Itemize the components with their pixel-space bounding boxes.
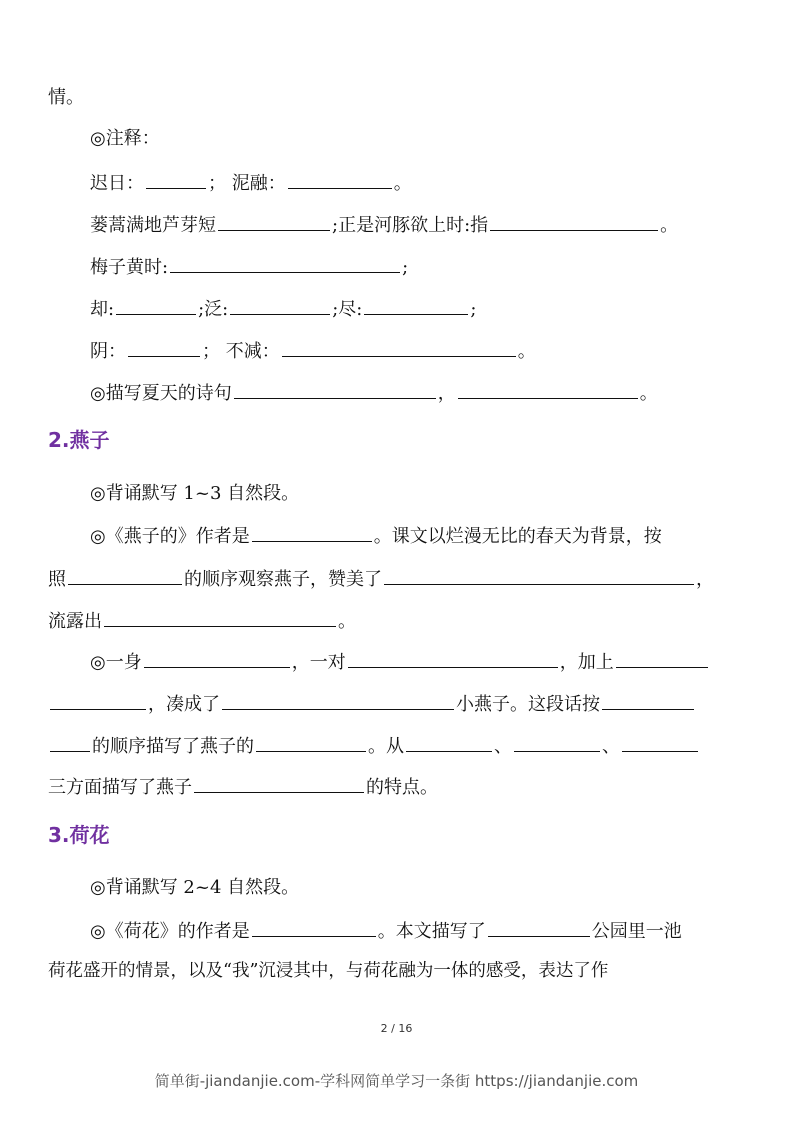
line-text: 公园里一池	[591, 921, 682, 942]
line-text: ； 不减：	[202, 341, 280, 362]
line-text: 。	[338, 611, 356, 632]
blank-field[interactable]	[104, 606, 336, 627]
fill-line	[90, 210, 745, 240]
blank-field[interactable]	[252, 916, 376, 937]
section-heading: 2.燕子	[48, 428, 110, 452]
fill-line	[90, 647, 745, 677]
line-text: ;	[402, 257, 409, 278]
blank-field[interactable]	[234, 378, 436, 399]
blank-field[interactable]	[384, 564, 694, 585]
line-text: 三方面描写了燕子	[48, 777, 192, 798]
blank-field[interactable]	[230, 294, 330, 315]
annotation-label	[90, 125, 745, 153]
line-text: 的顺序观察燕子，赞美了	[184, 569, 382, 590]
blank-field[interactable]	[616, 647, 708, 668]
line-text: 荷花盛开的情景，以及“我”沉浸其中，与荷花融为一体的感受，表达了作	[48, 961, 609, 981]
fill-line	[90, 378, 745, 408]
line-text: 阴：	[90, 341, 126, 362]
blank-field[interactable]	[252, 521, 372, 542]
fill-line	[90, 252, 745, 282]
line-text: ； 泥融：	[208, 173, 286, 194]
text-line	[48, 957, 745, 985]
line-text: 蒌蒿满地芦芽短	[90, 215, 216, 236]
fill-line	[90, 294, 745, 324]
text-line	[90, 874, 745, 902]
line-text: ◎《燕子的》作者是	[90, 526, 250, 547]
line-text: ◎注释：	[90, 128, 160, 149]
line-text: 情。	[48, 87, 84, 108]
fill-line	[90, 168, 745, 198]
fill-line	[48, 564, 745, 594]
line-text: 流露出	[48, 611, 102, 632]
line-text: 。	[517, 341, 536, 362]
blank-field[interactable]	[514, 731, 600, 752]
blank-field[interactable]	[622, 731, 698, 752]
line-text: 的顺序描写了燕子的	[92, 736, 254, 757]
blank-field[interactable]	[50, 731, 90, 752]
blank-field[interactable]	[194, 772, 364, 793]
blank-field[interactable]	[146, 168, 206, 189]
line-text: ，	[696, 569, 714, 590]
blank-field[interactable]	[170, 252, 400, 273]
line-text: 、	[602, 736, 620, 757]
blank-field[interactable]	[364, 294, 468, 315]
line-text: ;	[470, 299, 477, 320]
line-text: ，	[437, 383, 456, 404]
section-heading: 3.荷花	[48, 823, 110, 847]
blank-field[interactable]	[68, 564, 182, 585]
line-text: 照	[48, 569, 66, 590]
blank-field[interactable]	[490, 210, 658, 231]
line-text: ，一对	[291, 652, 346, 673]
blank-field[interactable]	[348, 647, 558, 668]
blank-field[interactable]	[144, 647, 290, 668]
line-text: ;正是河豚欲上时:指	[332, 215, 489, 236]
blank-field[interactable]	[50, 689, 146, 710]
fill-line	[48, 731, 745, 761]
fill-line	[48, 689, 745, 719]
text-line	[90, 480, 745, 508]
blank-field[interactable]	[282, 336, 516, 357]
blank-field[interactable]	[488, 916, 590, 937]
line-text: 的特点。	[366, 777, 438, 798]
blank-field[interactable]	[406, 731, 492, 752]
blank-field[interactable]	[458, 378, 638, 399]
fill-line	[48, 606, 745, 636]
line-text: 。	[660, 215, 679, 236]
blank-field[interactable]	[288, 168, 392, 189]
line-text: ;泛:	[198, 299, 229, 320]
blank-field[interactable]	[218, 210, 330, 231]
page-footer: 简单街-jiandanjie.com-学科网简单学习一条街 https://jiandanjie.com	[154, 1072, 639, 1090]
line-text: 却:	[90, 299, 115, 320]
line-text: 。本文描写了	[377, 921, 486, 942]
line-text: ◎背诵默写 1~3 自然段。	[90, 483, 300, 504]
line-text: ◎描写夏天的诗句	[90, 383, 232, 404]
line-text: ◎一身	[90, 652, 142, 673]
line-text: ;尽:	[332, 299, 363, 320]
fill-line	[90, 521, 745, 551]
line-text: ◎《荷花》的作者是	[90, 921, 250, 942]
fill-line	[48, 772, 745, 802]
line-text: 、	[494, 736, 512, 757]
blank-field[interactable]	[602, 689, 694, 710]
line-text: ，凑成了	[148, 694, 220, 715]
blank-field[interactable]	[116, 294, 196, 315]
text-line	[48, 84, 745, 112]
line-text: 。	[393, 173, 412, 194]
blank-field[interactable]	[256, 731, 366, 752]
line-text: ，加上	[559, 652, 614, 673]
line-text: 。课文以烂漫无比的春天为背景，按	[373, 526, 662, 547]
line-text: 。	[639, 383, 658, 404]
blank-field[interactable]	[128, 336, 200, 357]
line-text: ◎背诵默写 2~4 自然段。	[90, 877, 300, 898]
line-text: 迟日：	[90, 173, 144, 194]
fill-line	[90, 336, 745, 366]
line-text: 。从	[368, 736, 404, 757]
fill-line	[90, 916, 745, 946]
line-text: 小燕子。这段话按	[456, 694, 600, 715]
line-text: 梅子黄时:	[90, 257, 169, 278]
page-number: 2 / 16	[380, 1022, 413, 1035]
blank-field[interactable]	[222, 689, 454, 710]
